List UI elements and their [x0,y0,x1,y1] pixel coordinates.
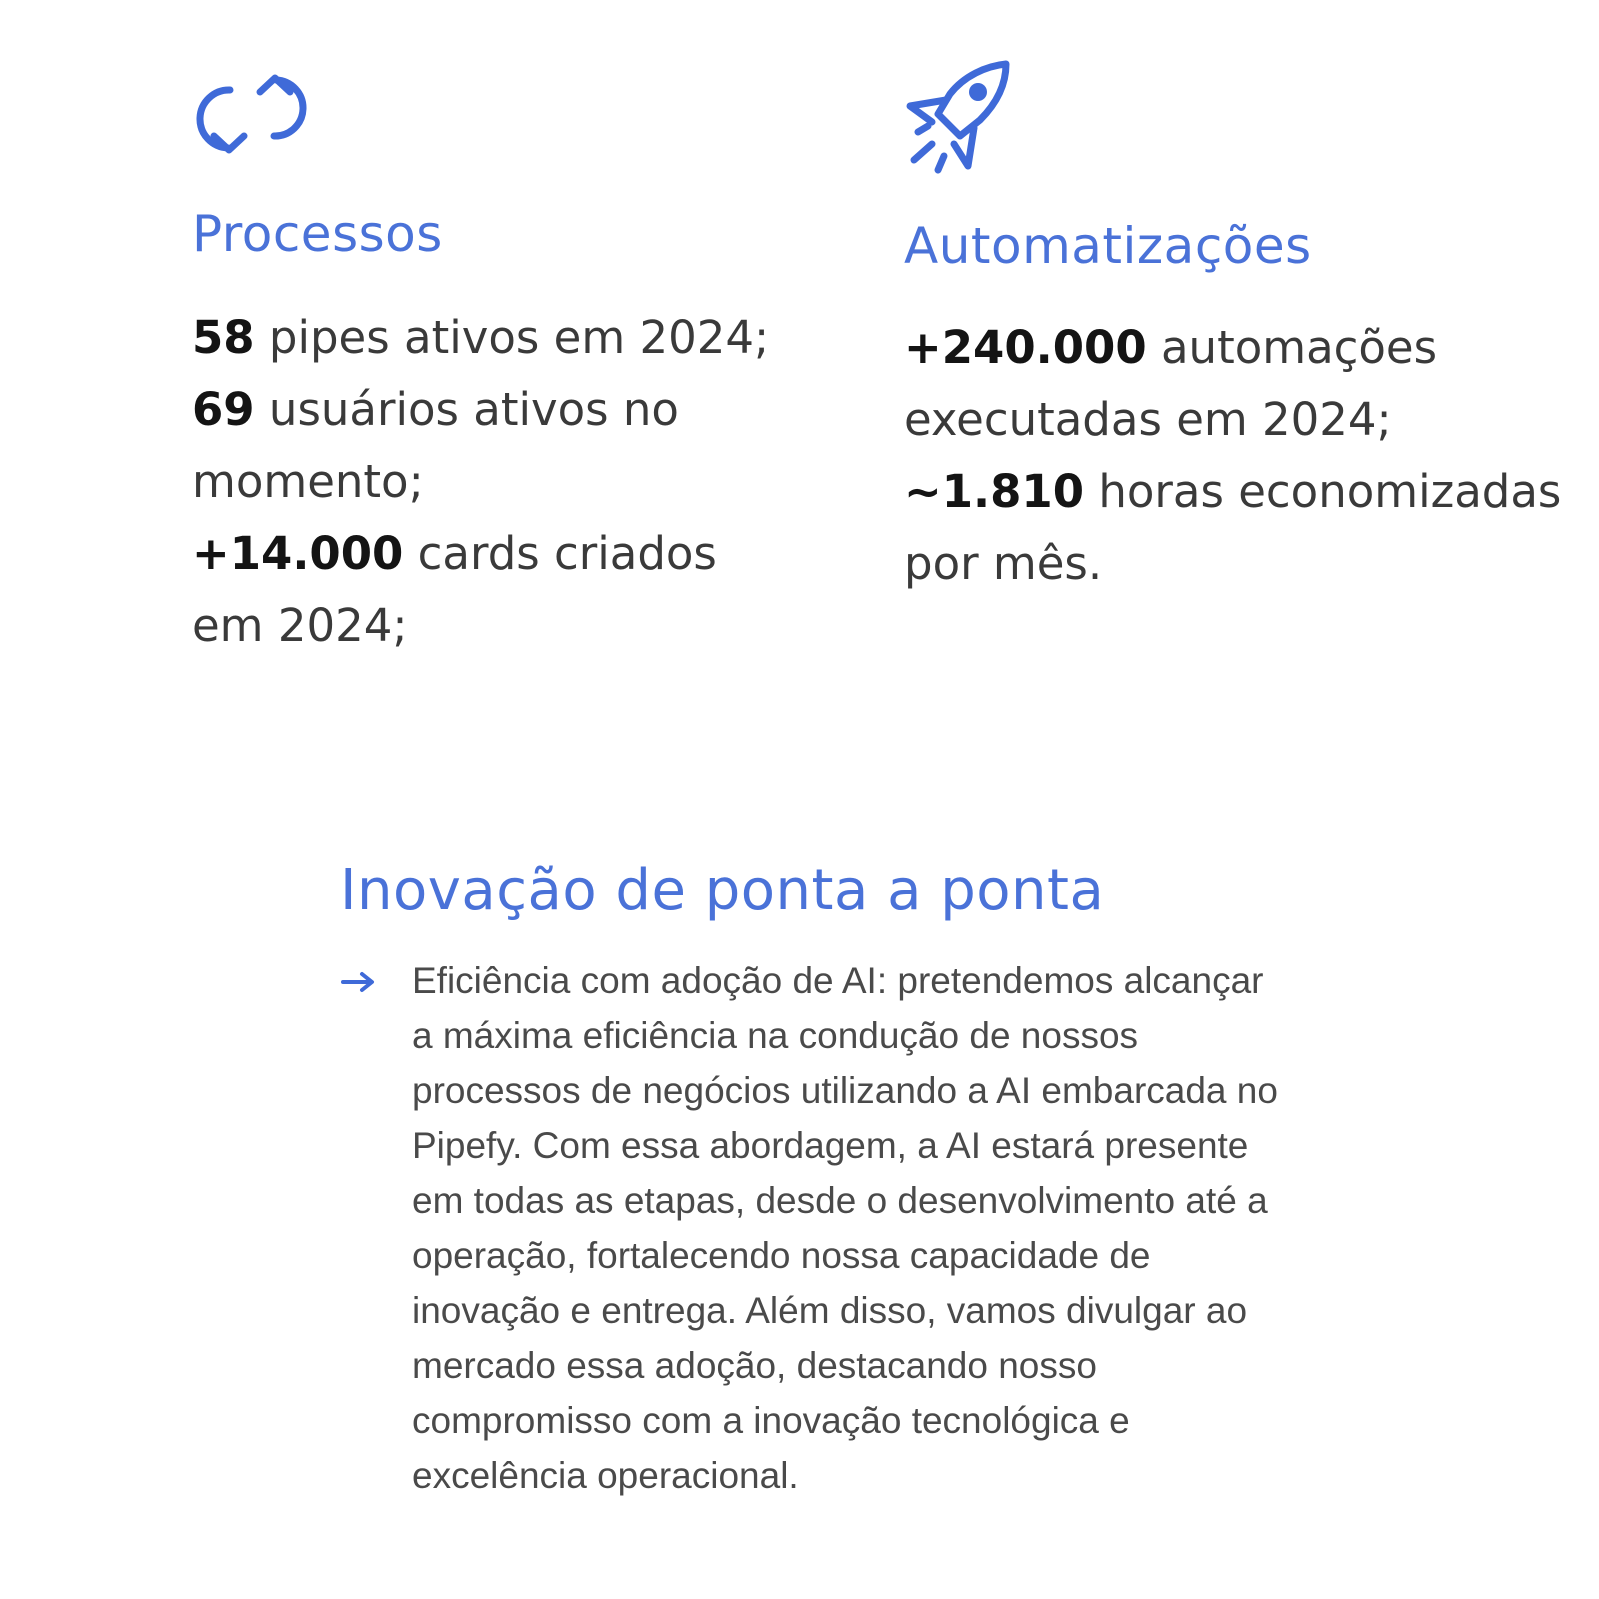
innovation-bullet-text: Eficiência com adoção de AI: pretendemos alcançar a máxima eficiência na condução de nossos processos de negócios utilizando a AI embarcada no Pipefy. Com essa abordagem, a AI estará presente em todas as etapas, desde o desenvolvimento até a operação, fortalecendo nossa capacidade de inovação e entrega. Além disso, vamos divulgar ao mercado essa adoção, destacando nosso compromisso com a inovação tecnológica e excelência operacional. [412,960,1278,1496]
processos-stats [192,302,772,662]
stat-value: +240.000 [904,321,1147,374]
rocket-icon [898,58,1016,178]
stat-value: ~1.810 [904,465,1085,518]
processos-title: Processos [192,205,443,263]
stat-value: 69 [192,383,255,436]
innovation-title: Inovação de ponta a ponta [340,858,1105,923]
stat-item [192,302,772,374]
stat-item [904,312,1564,456]
innovation-section [340,858,1320,1503]
stat-value: 58 [192,311,255,364]
sync-arrows-icon [192,58,312,170]
stat-text: pipes ativos em 2024; [254,311,770,364]
stat-text: horas economizadas por mês. [904,465,1562,590]
stat-text: cards criados em 2024; [192,527,717,652]
innovation-bullet [340,953,1320,1503]
stat-item [192,374,772,518]
automatizacoes-stats [904,312,1564,600]
stat-value: +14.000 [192,527,404,580]
stat-item [192,518,772,662]
stat-text: automações executadas em 2024; [904,321,1438,446]
stat-item [904,456,1564,600]
automatizacoes-title: Automatizações [904,217,1312,275]
arrow-right-icon [340,971,376,993]
stat-text: usuários ativos no momento; [192,383,679,508]
